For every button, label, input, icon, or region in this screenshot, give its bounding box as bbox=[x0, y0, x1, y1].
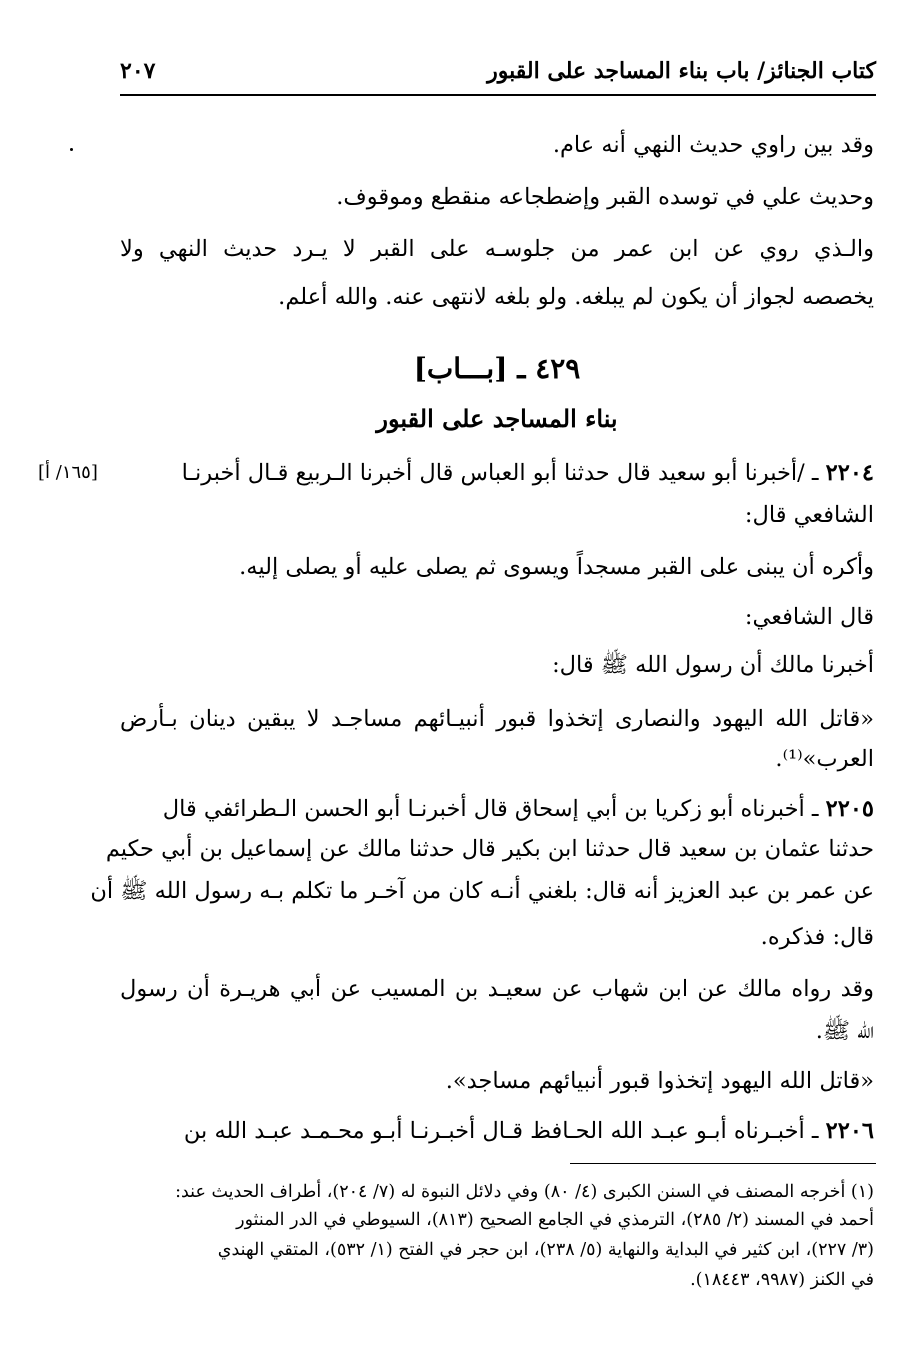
hadith-number: ٢٢٠٦ bbox=[825, 1118, 874, 1144]
paragraph-line: «قاتل الله اليهود والنصارى إتخذوا قبور أنبيـائهم مساجـد لا يبقين دينان بـأرض bbox=[120, 706, 874, 732]
paragraph-line: العرب»⁽¹⁾. bbox=[775, 746, 874, 772]
hadith-number: ٢٢٠٤ bbox=[825, 460, 874, 486]
paragraph-line: «قاتل الله اليهود إتخذوا قبور أنبيائهم مساجد». bbox=[445, 1068, 874, 1094]
footnote-line: (٣/ ٢٢٧)، ابن كثير في البداية والنهاية (٥/ ٢٣٨)، ابن حجر في الفتح (١/ ٥٣٢)، المتقي الهندي bbox=[217, 1240, 874, 1260]
hadith-text: ـ /أخبرنا أبو سعيد قال حدثنا أبو العباس قال أخبرنا الـربيع قـال أخبرنـا bbox=[181, 460, 819, 486]
chapter-title: بناء المساجد على القبور bbox=[376, 404, 618, 433]
paragraph-line: أخبرنا مالك أن رسول الله ﷺ قال: bbox=[552, 652, 874, 678]
hadith-2205-line bbox=[120, 792, 874, 826]
hadith-2206-line bbox=[120, 1114, 874, 1148]
paragraph-line: حدثنا عثمان بن سعيد قال حدثنا ابن بكير قال حدثنا مالك عن إسماعيل بن أبي حكيم bbox=[105, 836, 874, 862]
hadith-number: ٢٢٠٥ bbox=[825, 796, 874, 822]
paragraph-line: والـذي روي عن ابن عمر من جلوسـه على القبر لا يـرد حديث النهي ولا bbox=[120, 236, 874, 262]
paragraph-line: قال الشافعي: bbox=[744, 604, 874, 630]
paragraph-line: وقد رواه مالك عن ابن شهاب عن سعيـد بن المسيب عن أبي هريـرة أن رسول bbox=[120, 976, 874, 1002]
header-title: كتاب الجنائز/ باب بناء المساجد على القبور bbox=[487, 58, 876, 84]
paragraph-line: عن عمر بن عبد العزيز أنه قال: بلغني أنـه كان من آخـر ما تكلم بـه رسول الله ﷺ أن bbox=[90, 878, 874, 904]
paragraph-line: وقد بين راوي حديث النهي أنه عام. bbox=[552, 132, 874, 158]
paragraph-line: يخصصه لجواز أن يكون لم يبلغه. ولو بلغه لانتهى عنه. والله أعلم. bbox=[278, 284, 874, 310]
paragraph-line: وأكره أن يبنى على القبر مسجداً ويسوى ثم يصلى عليه أو يصلى إليه. bbox=[239, 554, 874, 580]
footnote-divider bbox=[570, 1163, 876, 1164]
chapter-number: ٤٢٩ ـ [بـــاب] bbox=[413, 352, 581, 385]
scan-speck bbox=[70, 148, 73, 151]
footnote-line: في الكنز (٩٩٨٧، ١٨٤٤٣). bbox=[690, 1270, 874, 1290]
hadith-text: ـ أخبـرناه أبـو عبـد الله الحـافظ قـال أخبـرنـا أبـو محـمـد عبـد الله بن bbox=[183, 1118, 819, 1144]
page-number: ٢٠٧ bbox=[120, 58, 156, 84]
paragraph-line: وحديث علي في توسده القبر وإضطجاعه منقطع وموقوف. bbox=[336, 184, 874, 210]
footnote-line: أحمد في المسند (٢/ ٢٨٥)، الترمذي في الجامع الصحيح (٨١٣)، السيوطي في الدر المنثور bbox=[236, 1210, 874, 1230]
hadith-2204-line bbox=[120, 456, 874, 490]
running-header bbox=[120, 58, 876, 96]
paragraph-line: قال: فذكره. bbox=[760, 924, 874, 950]
hadith-text: ـ أخبرناه أبو زكريا بن أبي إسحاق قال أخبرنـا أبو الحسن الـطرائفي قال bbox=[162, 796, 819, 822]
manuscript-folio-marker: [١٦٥/ أ] bbox=[38, 462, 98, 483]
paragraph-line: الشافعي قال: bbox=[744, 502, 874, 528]
paragraph-line: الله ﷺ. bbox=[815, 1018, 874, 1044]
footnote-line: (١) أخرجه المصنف في السنن الكبرى (٤/ ٨٠) وفي دلائل النبوة له (٧/ ٢٠٤)، أطراف الحديث عند: bbox=[175, 1182, 874, 1202]
